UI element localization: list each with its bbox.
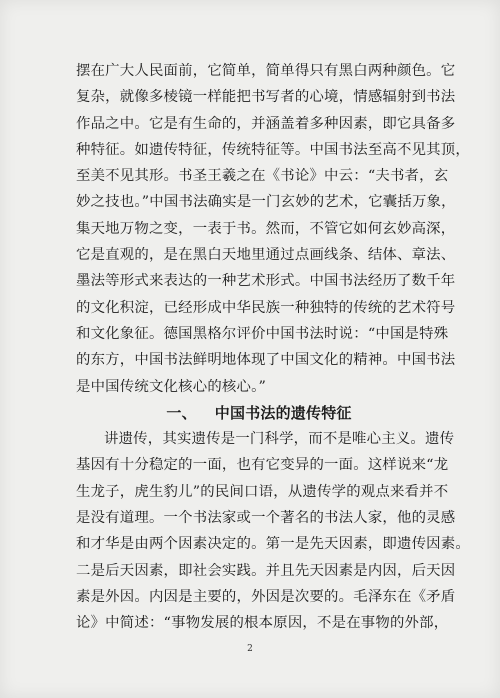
text-line: 是没有道理。一个书法家或一个著名的书法人家，他的灵感 (76, 510, 456, 527)
text-line: 讲遗传，其实遗传是一门科学，而不是唯心主义。遗传 (104, 431, 455, 448)
text-line: 和文化象征。德国黑格尔评价中国书法时说：“中国是特殊 (76, 325, 449, 342)
text-line: 是中国传统文化核心的核心。” (76, 378, 267, 395)
text-line: 妙之技也。”中国书法确实是一门玄妙的艺术，它囊括万象， (76, 194, 456, 211)
section-title: 中国书法的遗传特征 (214, 403, 352, 422)
text-line: 作品之中。它是有生命的，并涵盖着多种因素，即它具备多 (76, 115, 456, 132)
section-number: 一、 (166, 403, 197, 422)
text-line: 二是后天因素，即社会实践。并且先天因素是内因，后天因 (76, 562, 456, 579)
text-line: 集天地万物之变，一表于书。然而，不管它如何玄妙高深， (76, 220, 456, 237)
paragraph-2 (76, 426, 470, 636)
section-heading (76, 400, 432, 426)
text-line: 摆在广大人民面前，它简单，简单得只有黑白两种颜色。它 (76, 63, 456, 79)
text-line: 的东方，中国书法鲜明地体现了中国文化的精神。中国书法 (76, 352, 456, 369)
text-line: 素是外因。内因是主要的，外因是次要的。毛泽东在《矛盾 (76, 588, 456, 605)
page-number: 2 (247, 644, 253, 654)
text-line: 它是直观的，是在黑白天地里通过点画线条、结体、章法、 (76, 247, 456, 264)
text-line: 生龙子，虎生豹儿”的民间口语，从遗传学的观点来看并不 (76, 483, 449, 500)
text-line: 至美不见其形。书圣王羲之在《书论》中云：“夫书者，玄 (76, 168, 449, 185)
text-line: 基因有十分稳定的一面，也有它变异的一面。这样说来“龙 (76, 457, 449, 474)
text-line: 的文化积淀，已经形成中华民族一种独特的传统的艺术符号 (76, 299, 456, 316)
text-line: 论》中简述：“事物发展的根本原因，不是在事物的外部， (76, 615, 449, 632)
text-line: 种特征。如遗传特征，传统特征等。中国书法至高不见其顶， (76, 141, 470, 158)
page-body (76, 58, 470, 637)
text-line: 墨法等形式来表达的一种艺术形式。中国书法经历了数千年 (76, 273, 456, 290)
text-line: 和才华是由两个因素决定的。第一是先天因素，即遗传因素。 (76, 536, 470, 553)
paragraph-1 (76, 58, 470, 400)
text-line: 复杂，就像多棱镜一样能把书写者的心境，情感辐射到书法 (76, 89, 456, 106)
